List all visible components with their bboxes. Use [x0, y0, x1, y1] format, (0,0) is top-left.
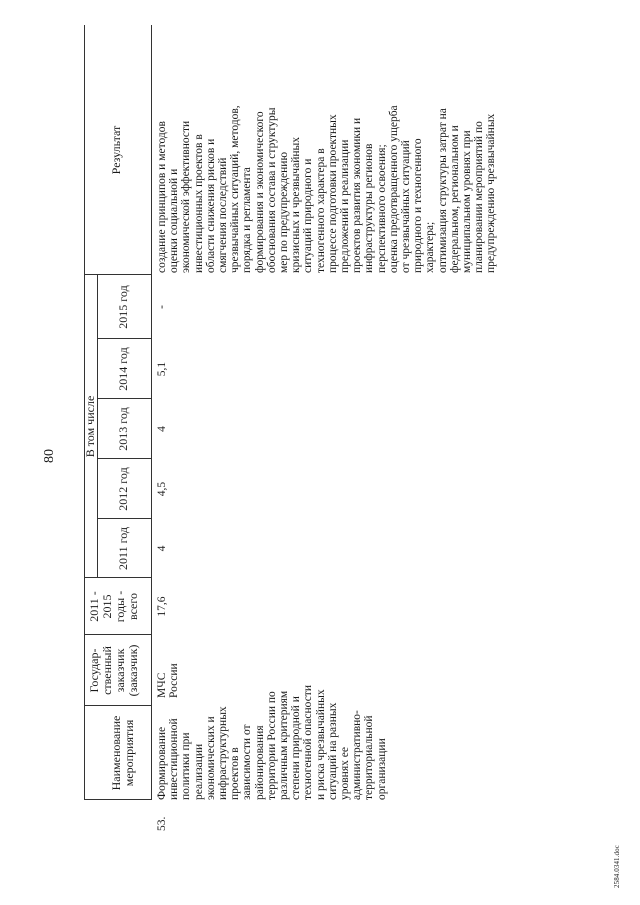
header-customer-line: ственный — [100, 646, 114, 695]
cell-result-line: природного и техногенного — [412, 138, 425, 273]
header-name-line: Наименование — [109, 715, 123, 791]
cell-name-line: Формирование — [156, 726, 168, 800]
cell-name-line: районирования — [253, 725, 266, 800]
header-name — [110, 706, 136, 800]
cell-customer-line: России — [168, 663, 181, 698]
header-total-line: всего — [126, 592, 140, 621]
footer-document-code: 2584.0341.doc — [613, 845, 621, 888]
header-customer-line: (заказчик) — [126, 644, 140, 697]
header-name-line: мероприятия — [122, 719, 136, 787]
cell-2015: - — [156, 305, 168, 309]
cell-2013: 4 — [156, 426, 168, 432]
header-year-2014: 2014 год — [116, 347, 130, 391]
cell-result-line: муниципальном уровнях при — [461, 130, 474, 273]
cell-result-line: чрезвычайных ситуаций, методов, — [229, 105, 242, 273]
cell-result-line: предложений и реализации — [339, 139, 352, 273]
header-year-2012: 2012 год — [116, 467, 130, 511]
cell-result-line: порядка и регламента — [241, 167, 254, 273]
header-customer-line: заказчик — [113, 648, 127, 693]
cell-result-line: мер по предупреждению — [278, 151, 291, 273]
cell-result-line: проектов развития экономики и — [351, 117, 364, 273]
cell-name-line: инфраструктурных — [217, 706, 230, 800]
cell-name-line: ситуаций на разных — [326, 702, 339, 800]
cell-result-line: оптимизация структуры затрат на — [436, 108, 449, 273]
header-total-line: 2011 - — [87, 591, 101, 622]
cell-result-line: создание принципов и методов — [156, 121, 168, 273]
cell-name-line: инвестиционной — [168, 718, 181, 800]
cell-result-line: предупреждению чрезвычайных — [485, 113, 498, 273]
page-number: 80 — [42, 449, 57, 463]
header-year-2015: 2015 год — [116, 285, 130, 329]
cell-name-line: уровнях ее — [339, 747, 352, 800]
header-customer — [88, 635, 140, 706]
cell-name-line: степени природной и — [290, 696, 303, 800]
header-customer-line: Государ- — [87, 648, 101, 693]
in-total-divider — [97, 275, 98, 578]
cell-result-line: от чрезвычайных ситуаций — [400, 140, 413, 273]
cell-name-line: проектов в — [229, 747, 242, 800]
cell-result-line: процессе подготовки проектных — [326, 114, 339, 273]
cell-result-line: федеральном, региональном и — [448, 125, 461, 273]
cell-result — [156, 18, 498, 273]
table-header-bottom-border — [151, 25, 152, 800]
cell-result-line: планировании мероприятий по — [473, 121, 486, 273]
cell-result-line: экономической эффективности — [180, 120, 193, 273]
cell-name — [156, 660, 388, 800]
cell-result-line: техногенного характера в — [314, 148, 327, 273]
cell-result-line: инфраструктуры регионов — [363, 143, 376, 273]
row-number: 53. — [156, 816, 168, 831]
header-year-2013: 2013 год — [116, 407, 130, 451]
cell-result-line: обоснования состава и структуры — [265, 107, 278, 273]
cell-name-line: различным критериям — [278, 690, 291, 800]
header-result: Результат — [109, 125, 123, 175]
cell-name-line: экономических и — [204, 716, 217, 800]
cell-name-line: техногенной опасности — [302, 685, 315, 800]
cell-total: 17,6 — [156, 596, 168, 617]
cell-result-line: перспективного освоения; — [375, 144, 388, 273]
header-in-total: В том числе — [83, 395, 97, 458]
cell-2011: 4 — [156, 545, 168, 552]
cell-result-line: оценки социальной и — [168, 168, 181, 273]
cell-name-line: территории России по — [265, 691, 278, 800]
cell-name-line: зависимости от — [241, 724, 254, 800]
cell-result-line: характера; — [424, 221, 437, 273]
cell-result-line: кризисных и чрезвычайных — [290, 137, 303, 273]
cell-name-line: реализации — [192, 743, 205, 800]
header-year-2011: 2011 год — [116, 527, 130, 570]
cell-2012: 4,5 — [156, 481, 168, 497]
cell-result-line: ситуаций природного и — [302, 158, 315, 273]
cell-result-line: смягчения последствий — [217, 157, 230, 273]
cell-name-line: административно- — [351, 710, 364, 800]
cell-customer-line: МЧС — [156, 672, 168, 698]
header-total-line: 2015 — [100, 594, 114, 619]
cell-name-line: территориальной — [363, 715, 376, 800]
cell-result-line: области снижения рисков и — [204, 138, 217, 273]
cell-result-line: инвестиционных проектов в — [192, 134, 205, 273]
cell-2014: 5,1 — [156, 361, 168, 377]
cell-name-line: и риска чрезвычайных — [314, 689, 327, 800]
header-total-line: годы - — [113, 590, 127, 623]
header-total — [88, 578, 140, 635]
cell-result-line: оценка предотвращенного ущерба — [387, 105, 400, 273]
cell-result-line: формирования и экономического — [253, 111, 266, 273]
cell-name-line: организации — [375, 738, 388, 800]
cell-name-line: политики при — [180, 732, 193, 800]
cell-customer — [156, 638, 180, 698]
